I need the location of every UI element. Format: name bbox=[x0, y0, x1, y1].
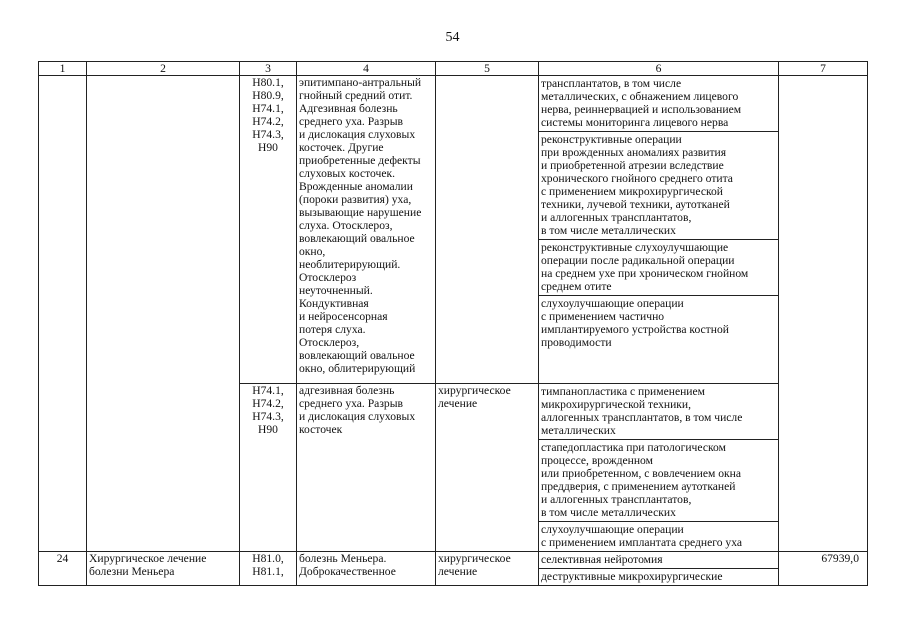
icd-code: H81.1, bbox=[252, 565, 284, 578]
method-line: проводимости bbox=[541, 336, 612, 349]
method-line: слухоулучшающие операции bbox=[541, 523, 684, 536]
diagnosis-line: приобретенные дефекты bbox=[299, 154, 421, 167]
diagnosis-line: слуховых косточек. bbox=[299, 167, 396, 180]
method-block bbox=[539, 552, 778, 568]
diagnosis-line: эпитимпано-антральный bbox=[299, 76, 422, 89]
icd-codes-cell bbox=[240, 384, 297, 552]
method-line: системы мониторинга лицевого нерва bbox=[541, 116, 729, 129]
treatment-type-line: лечение bbox=[438, 397, 478, 410]
diagnosis-line: Кондуктивная bbox=[299, 297, 369, 310]
method-line: или приобретенном, с вовлечением окна bbox=[541, 467, 742, 480]
diagnosis-line: вовлекающий овальное bbox=[299, 232, 415, 245]
icd-code: H74.3, bbox=[252, 410, 284, 423]
icd-code: H90 bbox=[258, 141, 278, 154]
method-block bbox=[539, 239, 778, 295]
row-number-cell: 24 bbox=[39, 552, 87, 586]
treatment-type-cell bbox=[436, 552, 539, 586]
method-block bbox=[539, 568, 778, 585]
icd-code: H74.1, bbox=[252, 102, 284, 115]
method-line: стапедопластика при патологическом bbox=[541, 441, 726, 454]
treatment-type-line: хирургическое bbox=[438, 384, 511, 397]
treatment-type-line: хирургическое bbox=[438, 552, 511, 565]
method-line: трансплантатов, в том числе bbox=[541, 77, 682, 90]
method-line: имплантируемого устройства костной bbox=[541, 323, 729, 336]
care-type-cell bbox=[87, 76, 240, 552]
diagnosis-line: потеря слуха. bbox=[299, 323, 366, 336]
diagnosis-line: Адгезивная болезнь bbox=[299, 102, 398, 115]
method-line: и аллогенных трансплантатов, bbox=[541, 493, 692, 506]
method-line: слухоулучшающие операции bbox=[541, 297, 684, 310]
treatment-methods-cell bbox=[539, 76, 779, 384]
column-header: 1 bbox=[39, 62, 87, 76]
medical-care-table bbox=[38, 61, 868, 586]
diagnosis-line: Отосклероз, bbox=[299, 336, 360, 349]
icd-code: H80.1, bbox=[252, 76, 284, 89]
table-row bbox=[39, 552, 868, 586]
method-line: реконструктивные операции bbox=[541, 133, 682, 146]
method-block bbox=[539, 76, 778, 131]
icd-code: H74.2, bbox=[252, 115, 284, 128]
treatment-type-line: лечение bbox=[438, 565, 478, 578]
method-line: процессе, врожденном bbox=[541, 454, 653, 467]
method-line: металлических, с обнажением лицевого bbox=[541, 90, 739, 103]
method-line: металлических bbox=[541, 424, 616, 437]
method-line: операции после радикальной операции bbox=[541, 254, 735, 267]
diagnosis-cell bbox=[297, 384, 436, 552]
diagnosis-line: болезнь Меньера. bbox=[299, 552, 387, 565]
method-line: с применением микрохирургической bbox=[541, 185, 724, 198]
table-row bbox=[39, 76, 868, 384]
diagnosis-line: среднего уха. Разрыв bbox=[299, 397, 403, 410]
diagnosis-line: неуточненный. bbox=[299, 284, 373, 297]
diagnosis-line: Врожденные аномалии bbox=[299, 180, 413, 193]
icd-codes-cell bbox=[240, 552, 297, 586]
icd-code: H90 bbox=[258, 423, 278, 436]
cost-cell: 67939,0 bbox=[779, 552, 868, 586]
method-line: с применением частично bbox=[541, 310, 665, 323]
method-line: хронического гнойного среднего отита bbox=[541, 172, 733, 185]
column-header: 5 bbox=[436, 62, 539, 76]
treatment-type-cell bbox=[436, 384, 539, 552]
diagnosis-line: и дислокация слуховых bbox=[299, 128, 416, 141]
diagnosis-line: гнойный средний отит. bbox=[299, 89, 413, 102]
method-line: с применением имплантата среднего уха bbox=[541, 536, 742, 549]
column-header: 4 bbox=[297, 62, 436, 76]
diagnosis-line: вовлекающий овальное bbox=[299, 349, 415, 362]
care-type-line: болезни Меньера bbox=[89, 565, 175, 578]
diagnosis-line: окно, облитерирующий bbox=[299, 362, 416, 375]
diagnosis-line: окно, bbox=[299, 245, 326, 258]
treatment-type-cell bbox=[436, 76, 539, 384]
method-line: селективная нейротомия bbox=[541, 553, 663, 566]
diagnosis-cell bbox=[297, 76, 436, 384]
method-line: среднем отите bbox=[541, 280, 612, 293]
method-block bbox=[539, 295, 778, 351]
method-line: аллогенных трансплантатов, в том числе bbox=[541, 411, 743, 424]
column-header: 2 bbox=[87, 62, 240, 76]
diagnosis-line: среднего уха. Разрыв bbox=[299, 115, 403, 128]
icd-code: H74.2, bbox=[252, 397, 284, 410]
method-line: в том числе металлических bbox=[541, 224, 676, 237]
diagnosis-line: Отосклероз bbox=[299, 271, 357, 284]
diagnosis-line: слуха. Отосклероз, bbox=[299, 219, 393, 232]
diagnosis-line: Доброкачественное bbox=[299, 565, 396, 578]
treatment-methods-cell bbox=[539, 552, 779, 586]
method-line: и аллогенных трансплантатов, bbox=[541, 211, 692, 224]
diagnosis-line: и нейросенсорная bbox=[299, 310, 388, 323]
diagnosis-line: необлитерирующий. bbox=[299, 258, 401, 271]
icd-code: H74.3, bbox=[252, 128, 284, 141]
treatment-methods-cell bbox=[539, 384, 779, 552]
method-block bbox=[539, 131, 778, 239]
method-line: деструктивные микрохирургические bbox=[541, 570, 723, 583]
diagnosis-line: косточек. Другие bbox=[299, 141, 384, 154]
method-line: при врожденных аномалиях развития bbox=[541, 146, 727, 159]
method-line: на среднем ухе при хроническом гнойном bbox=[541, 267, 749, 280]
row-number-cell bbox=[39, 76, 87, 552]
diagnosis-line: вызывающие нарушение bbox=[299, 206, 422, 219]
diagnosis-line: (пороки развития) уха, bbox=[299, 193, 412, 206]
column-header: 7 bbox=[779, 62, 868, 76]
method-block bbox=[539, 521, 778, 551]
method-block bbox=[539, 439, 778, 521]
method-line: нерва, реиннервацией и использованием bbox=[541, 103, 742, 116]
icd-code: H74.1, bbox=[252, 384, 284, 397]
icd-code: H80.9, bbox=[252, 89, 284, 102]
diagnosis-line: косточек bbox=[299, 423, 343, 436]
method-line: преддверия, с применением аутотканей bbox=[541, 480, 736, 493]
method-line: в том числе металлических bbox=[541, 506, 676, 519]
method-block bbox=[539, 384, 778, 439]
column-header: 3 bbox=[240, 62, 297, 76]
method-line: тимпанопластика с применением bbox=[541, 385, 705, 398]
diagnosis-line: и дислокация слуховых bbox=[299, 410, 416, 423]
method-line: техники, лучевой техники, аутотканей bbox=[541, 198, 730, 211]
method-line: реконструктивные слухоулучшающие bbox=[541, 241, 729, 254]
method-line: и приобретенной атрезии вследствие bbox=[541, 159, 724, 172]
diagnosis-line: адгезивная болезнь bbox=[299, 384, 395, 397]
icd-code: H81.0, bbox=[252, 552, 284, 565]
page-number: 54 bbox=[445, 30, 460, 45]
icd-codes-cell bbox=[240, 76, 297, 384]
cost-cell bbox=[779, 76, 868, 552]
care-type-line: Хирургическое лечение bbox=[89, 552, 207, 565]
column-header: 6 bbox=[539, 62, 779, 76]
method-line: микрохирургической техники, bbox=[541, 398, 692, 411]
column-header-row bbox=[39, 62, 868, 76]
care-type-cell bbox=[87, 552, 240, 586]
diagnosis-cell bbox=[297, 552, 436, 586]
